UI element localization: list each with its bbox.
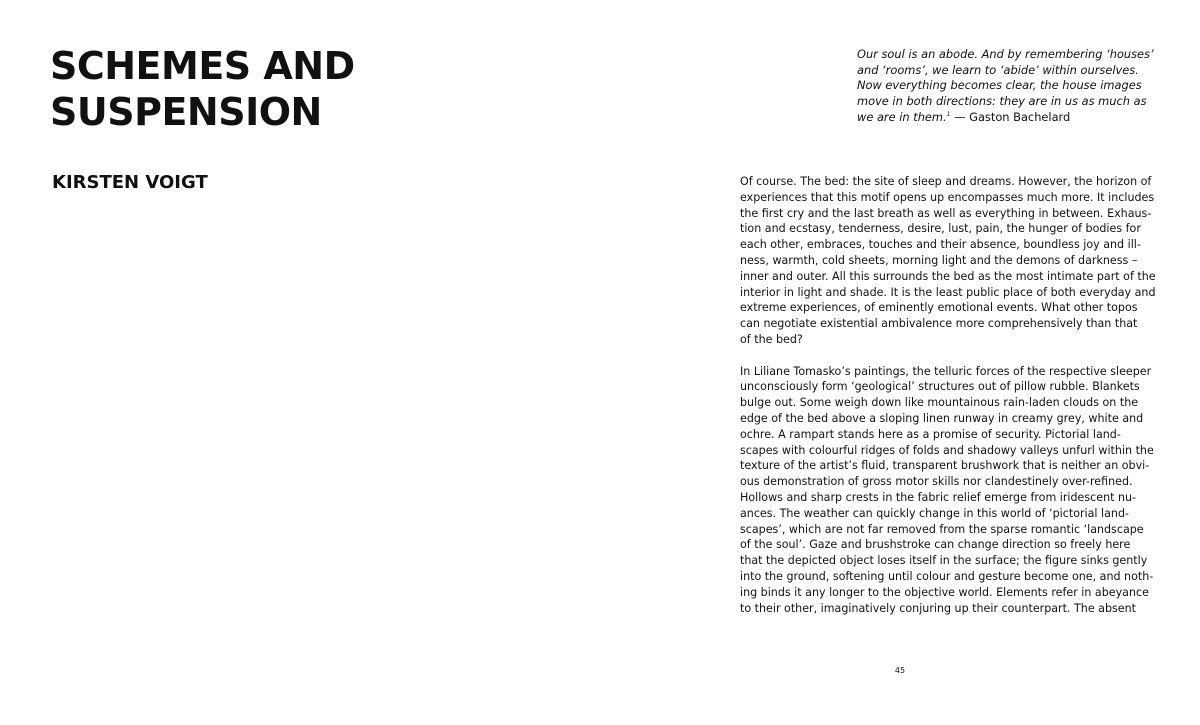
text-line: In Liliane Tomasko’s paintings, the telluric forces of the respective sleeper [740,364,1152,378]
epigraph-line: Now everything becomes clear, the house images [857,78,1142,93]
text-line: can negotiate existential ambivalence more comprehensively than that [740,317,1138,331]
text-line: experiences that this motif opens up encompasses much more. It includes [740,190,1155,204]
text-line: each other, embraces, touches and their absence, boundless joy and ill- [740,238,1141,252]
chapter-title [50,43,355,135]
text-line: of the bed? [740,332,803,346]
text-line: ochre. A rampart stands here as a promise of security. Pictorial land- [740,427,1121,441]
text-line: edge of the bed above a sloping linen runway in creamy grey, white and [740,411,1144,425]
text-line: ous demonstration of gross motor skills nor clandestinely over-refined. [740,475,1133,489]
chapter-title-line-1: SCHEMES AND [50,44,355,88]
text-line: scapes with colourful ridges of folds and shadowy valleys unfurl within the [740,443,1154,457]
epigraph-line: Our soul is an abode. And by remembering ‘houses’ [857,47,1154,61]
text-line: ness, warmth, cold sheets, morning light and the demons of darkness – [740,253,1138,267]
text-line: to their other, imaginatively conjuring up their counterpart. The absent [740,601,1137,615]
epigraph-attribution: — Gaston Bachelard [950,109,1071,124]
epigraph-line: move in both directions: they are in us as much as [857,94,1147,109]
epigraph [857,47,1157,126]
author-name: KIRSTEN VOIGT [52,172,208,193]
epigraph-last-line [857,110,1157,126]
text-line: inner and outer. All this surrounds the bed as the most intimate part of the [740,269,1156,283]
text-line: that the depicted object loses itself in the surface; the figure sinks gently [740,554,1148,568]
text-line: texture of the artist’s fluid, transparent brushwork that is neither an obvi- [740,459,1150,473]
text-line: unconsciously form ‘geological’ structures out of pillow rubble. Blankets [740,380,1140,394]
epigraph-line: and ‘rooms’, we learn to ‘abide’ within ourselves. [857,62,1139,77]
chapter-title-line-2: SUSPENSION [50,90,322,134]
footnote-marker[interactable]: 1 [946,111,951,119]
text-line: into the ground, softening until colour and gesture become one, and noth- [740,569,1154,583]
text-line: extreme experiences, of eminently emotional events. What other topos [740,301,1138,315]
text-line: Of course. The bed: the site of sleep and dreams. However, the horizon of [740,175,1152,188]
text-line: ances. The weather can quickly change in this world of ‘pictorial land- [740,506,1129,520]
page-number: 45 [894,666,906,675]
body-text [740,174,1156,632]
text-line: scapes’, which are not far removed from the sparse romantic ‘landscape [740,522,1144,536]
paragraph-2 [740,364,1152,617]
text-line: ing binds it any longer to the objective world. Elements refer in abeyance [740,585,1149,599]
paragraph-1 [740,174,1156,348]
epigraph-quote [857,47,1157,126]
text-line: the first cry and the last breath as well as everything in between. Exhaus- [740,206,1152,220]
text-line: Hollows and sharp crests in the fabric relief emerge from iridescent nu- [740,490,1137,504]
text-line: interior in light and shade. It is the least public place of both everyday and [740,285,1156,299]
text-line: tion and ecstasy, tenderness, desire, lust, pain, the hunger of bodies for [740,222,1141,236]
text-line: of the soul’. Gaze and brushstroke can change direction so freely here [740,538,1131,552]
text-line: bulge out. Some weigh down like mountainous rain-laden clouds on the [740,396,1139,410]
epigraph-line: we are in them. [857,109,947,124]
